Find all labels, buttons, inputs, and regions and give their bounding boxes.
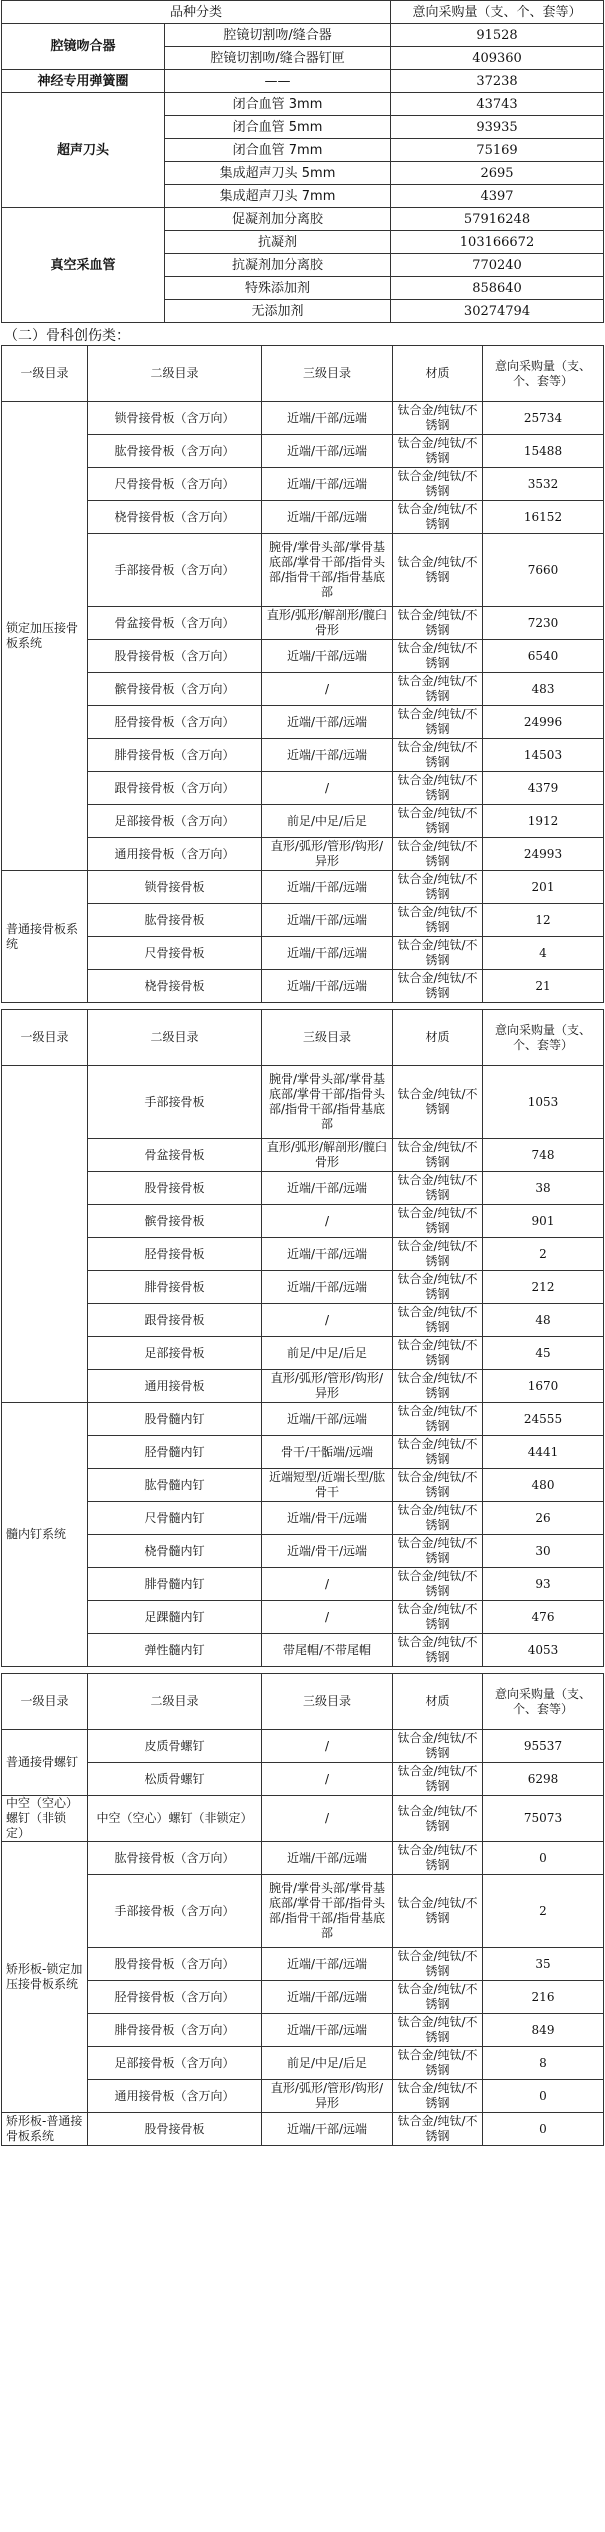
material-cell: 钛合金/纯钛/不锈钢 <box>393 904 483 937</box>
quantity-cell: 24996 <box>483 706 604 739</box>
table-row <box>2 1796 604 1842</box>
category-cell: 神经专用弹簧圈 <box>2 70 165 93</box>
table-row <box>2 1601 604 1634</box>
level2-cell: 胫骨接骨板 <box>88 1238 262 1271</box>
material-cell: 钛合金/纯钛/不锈钢 <box>393 805 483 838</box>
item-name-cell: 促凝剂加分离胶 <box>165 208 391 231</box>
table-row <box>2 1139 604 1172</box>
level2-cell: 腓骨接骨板（含万向） <box>88 739 262 772</box>
material-cell: 钛合金/纯钛/不锈钢 <box>393 1601 483 1634</box>
item-name-cell: 腔镜切割吻/缝合器钉匣 <box>165 47 391 70</box>
level2-cell: 足部接骨板（含万向） <box>88 2047 262 2080</box>
item-name-cell: 闭合血管 5mm <box>165 116 391 139</box>
product-category-table <box>1 0 604 323</box>
level3-cell: 直形/弧形/管形/钩形/异形 <box>262 1370 393 1403</box>
quantity-cell: 30 <box>483 1535 604 1568</box>
table-row <box>2 1763 604 1796</box>
quantity-cell: 12 <box>483 904 604 937</box>
table-header-row <box>2 1010 604 1066</box>
quantity-cell: 2 <box>483 1238 604 1271</box>
level2-cell: 手部接骨板（含万向） <box>88 534 262 607</box>
level3-cell: 骨干/干骺端/远端 <box>262 1436 393 1469</box>
level2-cell: 锁骨接骨板（含万向） <box>88 402 262 435</box>
quantity-cell: 93 <box>483 1568 604 1601</box>
quantity-cell: 216 <box>483 1981 604 2014</box>
level3-cell: 前足/中足/后足 <box>262 805 393 838</box>
quantity-cell: 35 <box>483 1948 604 1981</box>
quantity-cell: 2 <box>483 1875 604 1948</box>
level1-cell: 中空（空心）螺钉（非锁定） <box>2 1796 88 1842</box>
level3-cell: 近端/干部/远端 <box>262 1271 393 1304</box>
item-name-cell: 抗凝剂加分离胶 <box>165 254 391 277</box>
material-cell: 钛合金/纯钛/不锈钢 <box>393 1842 483 1875</box>
quantity-cell: 748 <box>483 1139 604 1172</box>
level2-cell: 桡骨接骨板 <box>88 970 262 1003</box>
quantity-cell: 103166672 <box>391 231 604 254</box>
table-row <box>2 640 604 673</box>
header-cell: 材质 <box>393 346 483 402</box>
level1-cell: 普通接骨螺钉 <box>2 1730 88 1796</box>
level3-cell: 近端/干部/远端 <box>262 402 393 435</box>
material-cell: 钛合金/纯钛/不锈钢 <box>393 1730 483 1763</box>
level3-cell: 近端/干部/远端 <box>262 1842 393 1875</box>
quantity-cell: 476 <box>483 1601 604 1634</box>
quantity-cell: 480 <box>483 1469 604 1502</box>
header-cell: 三级目录 <box>262 1674 393 1730</box>
table-row <box>2 1981 604 2014</box>
table-row <box>2 1205 604 1238</box>
table-row <box>2 1875 604 1948</box>
level3-cell: 近端/干部/远端 <box>262 1403 393 1436</box>
level2-cell: 腓骨接骨板（含万向） <box>88 2014 262 2047</box>
level3-cell: 近端/骨干/远端 <box>262 1535 393 1568</box>
material-cell: 钛合金/纯钛/不锈钢 <box>393 838 483 871</box>
level3-cell: 近端/干部/远端 <box>262 501 393 534</box>
material-cell: 钛合金/纯钛/不锈钢 <box>393 1337 483 1370</box>
category-cell: 真空采血管 <box>2 208 165 323</box>
header-cell: 意向采购量（支、个、套等） <box>391 1 604 24</box>
table-row <box>2 1634 604 1667</box>
quantity-cell: 3532 <box>483 468 604 501</box>
quantity-cell: 15488 <box>483 435 604 468</box>
level2-cell: 手部接骨板（含万向） <box>88 1875 262 1948</box>
level3-cell: 近端/干部/远端 <box>262 640 393 673</box>
quantity-cell: 4397 <box>391 185 604 208</box>
material-cell: 钛合金/纯钛/不锈钢 <box>393 468 483 501</box>
level2-cell: 尺骨髓内钉 <box>88 1502 262 1535</box>
item-name-cell: 集成超声刀头 7mm <box>165 185 391 208</box>
table-row <box>2 24 604 47</box>
quantity-cell: 14503 <box>483 739 604 772</box>
material-cell: 钛合金/纯钛/不锈钢 <box>393 1763 483 1796</box>
material-cell: 钛合金/纯钛/不锈钢 <box>393 435 483 468</box>
quantity-cell: 409360 <box>391 47 604 70</box>
table-row <box>2 501 604 534</box>
quantity-cell: 38 <box>483 1172 604 1205</box>
table-row <box>2 970 604 1003</box>
quantity-cell: 75169 <box>391 139 604 162</box>
material-cell: 钛合金/纯钛/不锈钢 <box>393 1981 483 2014</box>
level3-cell: 近端短型/近端长型/肱骨干 <box>262 1469 393 1502</box>
level2-cell: 胫骨接骨板（含万向） <box>88 1981 262 2014</box>
table-row <box>2 534 604 607</box>
header-cell: 二级目录 <box>88 346 262 402</box>
table-row <box>2 2047 604 2080</box>
material-cell: 钛合金/纯钛/不锈钢 <box>393 1139 483 1172</box>
header-cell: 二级目录 <box>88 1674 262 1730</box>
level1-cell: 锁定加压接骨板系统 <box>2 402 88 871</box>
table-row <box>2 1535 604 1568</box>
level3-cell: 近端/干部/远端 <box>262 706 393 739</box>
quantity-cell: 21 <box>483 970 604 1003</box>
level2-cell: 尺骨接骨板（含万向） <box>88 468 262 501</box>
item-name-cell: 闭合血管 7mm <box>165 139 391 162</box>
level2-cell: 手部接骨板 <box>88 1066 262 1139</box>
table-row <box>2 1337 604 1370</box>
table-row <box>2 772 604 805</box>
table-row <box>2 1172 604 1205</box>
level2-cell: 肱骨髓内钉 <box>88 1469 262 1502</box>
level3-cell: 近端/干部/远端 <box>262 1981 393 2014</box>
table-row <box>2 70 604 93</box>
material-cell: 钛合金/纯钛/不锈钢 <box>393 2047 483 2080</box>
material-cell: 钛合金/纯钛/不锈钢 <box>393 1875 483 1948</box>
level3-cell: 近端/干部/远端 <box>262 468 393 501</box>
level2-cell: 腓骨接骨板 <box>88 1271 262 1304</box>
level2-cell: 足部接骨板 <box>88 1337 262 1370</box>
quantity-cell: 212 <box>483 1271 604 1304</box>
table-row <box>2 871 604 904</box>
table-header-row <box>2 1 604 24</box>
quantity-cell: 4379 <box>483 772 604 805</box>
level2-cell: 股骨接骨板 <box>88 2113 262 2146</box>
level3-cell: 近端/干部/远端 <box>262 1238 393 1271</box>
level2-cell: 腓骨髓内钉 <box>88 1568 262 1601</box>
table-row <box>2 673 604 706</box>
table-row <box>2 1502 604 1535</box>
level3-cell: 近端/干部/远端 <box>262 1948 393 1981</box>
material-cell: 钛合金/纯钛/不锈钢 <box>393 871 483 904</box>
material-cell: 钛合金/纯钛/不锈钢 <box>393 640 483 673</box>
level3-cell: 直形/弧形/管形/钩形/异形 <box>262 2080 393 2113</box>
header-cell: 三级目录 <box>262 346 393 402</box>
table-row <box>2 435 604 468</box>
level2-cell: 肱骨接骨板（含万向） <box>88 435 262 468</box>
header-cell: 材质 <box>393 1010 483 1066</box>
material-cell: 钛合金/纯钛/不锈钢 <box>393 1436 483 1469</box>
level2-cell: 髌骨接骨板（含万向） <box>88 673 262 706</box>
header-cell: 二级目录 <box>88 1010 262 1066</box>
quantity-cell: 901 <box>483 1205 604 1238</box>
table-row <box>2 1842 604 1875</box>
material-cell: 钛合金/纯钛/不锈钢 <box>393 673 483 706</box>
level3-cell: 近端/干部/远端 <box>262 904 393 937</box>
item-name-cell: 集成超声刀头 5mm <box>165 162 391 185</box>
table-row <box>2 2113 604 2146</box>
quantity-cell: 75073 <box>483 1796 604 1842</box>
table-row <box>2 904 604 937</box>
material-cell: 钛合金/纯钛/不锈钢 <box>393 1066 483 1139</box>
level3-cell: 腕骨/掌骨头部/掌骨基底部/掌骨干部/指骨头部/指骨干部/指骨基底部 <box>262 1875 393 1948</box>
material-cell: 钛合金/纯钛/不锈钢 <box>393 607 483 640</box>
category-cell: 腔镜吻合器 <box>2 24 165 70</box>
header-cell: 意向采购量（支、个、套等） <box>483 1674 604 1730</box>
level3-cell: 近端/干部/远端 <box>262 2014 393 2047</box>
quantity-cell: 1912 <box>483 805 604 838</box>
level3-cell: / <box>262 1796 393 1842</box>
item-name-cell: 闭合血管 3mm <box>165 93 391 116</box>
quantity-cell: 48 <box>483 1304 604 1337</box>
level2-cell: 通用接骨板 <box>88 1370 262 1403</box>
orthopedic-screw-table <box>1 1673 604 2146</box>
level2-cell: 通用接骨板（含万向） <box>88 2080 262 2113</box>
quantity-cell: 201 <box>483 871 604 904</box>
category-cell: 超声刀头 <box>2 93 165 208</box>
table-row <box>2 1436 604 1469</box>
quantity-cell: 2695 <box>391 162 604 185</box>
quantity-cell: 7660 <box>483 534 604 607</box>
material-cell: 钛合金/纯钛/不锈钢 <box>393 1370 483 1403</box>
level3-cell: / <box>262 772 393 805</box>
quantity-cell: 26 <box>483 1502 604 1535</box>
quantity-cell: 0 <box>483 2080 604 2113</box>
table-row <box>2 937 604 970</box>
level1-cell: 矫形板-锁定加压接骨板系统 <box>2 1842 88 2113</box>
level2-cell: 足部接骨板（含万向） <box>88 805 262 838</box>
material-cell: 钛合金/纯钛/不锈钢 <box>393 1535 483 1568</box>
material-cell: 钛合金/纯钛/不锈钢 <box>393 1238 483 1271</box>
header-cell: 一级目录 <box>2 1674 88 1730</box>
level1-cell: 普通接骨板系统 <box>2 871 88 1003</box>
table-row <box>2 468 604 501</box>
table-row <box>2 1238 604 1271</box>
level2-cell: 胫骨接骨板（含万向） <box>88 706 262 739</box>
level2-cell: 桡骨髓内钉 <box>88 1535 262 1568</box>
table-row <box>2 2080 604 2113</box>
level2-cell: 肱骨接骨板 <box>88 904 262 937</box>
level3-cell: / <box>262 1568 393 1601</box>
table-row <box>2 1948 604 1981</box>
level3-cell: 直形/弧形/解剖形/髋臼骨形 <box>262 1139 393 1172</box>
level3-cell: 近端/干部/远端 <box>262 739 393 772</box>
material-cell: 钛合金/纯钛/不锈钢 <box>393 1205 483 1238</box>
quantity-cell: 7230 <box>483 607 604 640</box>
item-name-cell: 特殊添加剂 <box>165 277 391 300</box>
level2-cell: 髌骨接骨板 <box>88 1205 262 1238</box>
level3-cell: 直形/弧形/解剖形/髋臼骨形 <box>262 607 393 640</box>
material-cell: 钛合金/纯钛/不锈钢 <box>393 1796 483 1842</box>
level2-cell: 股骨接骨板（含万向） <box>88 640 262 673</box>
table-row <box>2 208 604 231</box>
quantity-cell: 24993 <box>483 838 604 871</box>
header-cell: 意向采购量（支、个、套等） <box>483 346 604 402</box>
material-cell: 钛合金/纯钛/不锈钢 <box>393 1568 483 1601</box>
level2-cell: 中空（空心）螺钉（非锁定） <box>88 1796 262 1842</box>
level2-cell: 股骨接骨板 <box>88 1172 262 1205</box>
quantity-cell: 0 <box>483 2113 604 2146</box>
level3-cell: 近端/干部/远端 <box>262 937 393 970</box>
header-cell: 三级目录 <box>262 1010 393 1066</box>
material-cell: 钛合金/纯钛/不锈钢 <box>393 501 483 534</box>
quantity-cell: 849 <box>483 2014 604 2047</box>
quantity-cell: 0 <box>483 1842 604 1875</box>
material-cell: 钛合金/纯钛/不锈钢 <box>393 402 483 435</box>
level3-cell: 近端/干部/远端 <box>262 970 393 1003</box>
quantity-cell: 43743 <box>391 93 604 116</box>
table-row <box>2 739 604 772</box>
quantity-cell: 1053 <box>483 1066 604 1139</box>
level3-cell: / <box>262 673 393 706</box>
material-cell: 钛合金/纯钛/不锈钢 <box>393 1403 483 1436</box>
table-row <box>2 1469 604 1502</box>
material-cell: 钛合金/纯钛/不锈钢 <box>393 534 483 607</box>
level3-cell: 前足/中足/后足 <box>262 2047 393 2080</box>
table-row <box>2 607 604 640</box>
level1-cell: 矫形板-普通接骨板系统 <box>2 2113 88 2146</box>
material-cell: 钛合金/纯钛/不锈钢 <box>393 1634 483 1667</box>
level2-cell: 股骨髓内钉 <box>88 1403 262 1436</box>
quantity-cell: 30274794 <box>391 300 604 323</box>
level2-cell: 尺骨接骨板 <box>88 937 262 970</box>
level2-cell: 骨盆接骨板 <box>88 1139 262 1172</box>
material-cell: 钛合金/纯钛/不锈钢 <box>393 2080 483 2113</box>
quantity-cell: 1670 <box>483 1370 604 1403</box>
level2-cell: 跟骨接骨板（含万向） <box>88 772 262 805</box>
level2-cell: 松质骨螺钉 <box>88 1763 262 1796</box>
table-row <box>2 1304 604 1337</box>
material-cell: 钛合金/纯钛/不锈钢 <box>393 2014 483 2047</box>
level2-cell: 通用接骨板（含万向） <box>88 838 262 871</box>
level2-cell: 足踝髓内钉 <box>88 1601 262 1634</box>
quantity-cell: 858640 <box>391 277 604 300</box>
level2-cell: 弹性髓内钉 <box>88 1634 262 1667</box>
quantity-cell: 25734 <box>483 402 604 435</box>
level3-cell: 近端/干部/远端 <box>262 871 393 904</box>
header-cell: 一级目录 <box>2 1010 88 1066</box>
level2-cell: 桡骨接骨板（含万向） <box>88 501 262 534</box>
material-cell: 钛合金/纯钛/不锈钢 <box>393 937 483 970</box>
quantity-cell: 93935 <box>391 116 604 139</box>
material-cell: 钛合金/纯钛/不锈钢 <box>393 1271 483 1304</box>
header-cell: 一级目录 <box>2 346 88 402</box>
material-cell: 钛合金/纯钛/不锈钢 <box>393 970 483 1003</box>
table-row <box>2 402 604 435</box>
level3-cell: 腕骨/掌骨头部/掌骨基底部/掌骨干部/指骨头部/指骨干部/指骨基底部 <box>262 1066 393 1139</box>
quantity-cell: 4441 <box>483 1436 604 1469</box>
quantity-cell: 6540 <box>483 640 604 673</box>
level3-cell: 腕骨/掌骨头部/掌骨基底部/掌骨干部/指骨头部/指骨干部/指骨基底部 <box>262 534 393 607</box>
header-cell: 意向采购量（支、个、套等） <box>483 1010 604 1066</box>
quantity-cell: 57916248 <box>391 208 604 231</box>
level3-cell: 前足/中足/后足 <box>262 1337 393 1370</box>
level3-cell: / <box>262 1205 393 1238</box>
level3-cell: 近端/骨干/远端 <box>262 1502 393 1535</box>
quantity-cell: 24555 <box>483 1403 604 1436</box>
level1-cell: 髓内钉系统 <box>2 1403 88 1667</box>
material-cell: 钛合金/纯钛/不锈钢 <box>393 1469 483 1502</box>
section-title-orthopedic-trauma: （二）骨科创伤类： <box>4 328 130 344</box>
quantity-cell: 16152 <box>483 501 604 534</box>
quantity-cell: 4 <box>483 937 604 970</box>
table-header-row <box>2 1674 604 1730</box>
level2-cell: 骨盆接骨板（含万向） <box>88 607 262 640</box>
level2-cell: 肱骨接骨板（含万向） <box>88 1842 262 1875</box>
table-row <box>2 1403 604 1436</box>
material-cell: 钛合金/纯钛/不锈钢 <box>393 1502 483 1535</box>
material-cell: 钛合金/纯钛/不锈钢 <box>393 2113 483 2146</box>
table-row <box>2 2014 604 2047</box>
level3-cell: 直形/弧形/管形/钩形/异形 <box>262 838 393 871</box>
material-cell: 钛合金/纯钛/不锈钢 <box>393 706 483 739</box>
material-cell: 钛合金/纯钛/不锈钢 <box>393 1304 483 1337</box>
table-row <box>2 1730 604 1763</box>
level3-cell: 近端/干部/远端 <box>262 1172 393 1205</box>
material-cell: 钛合金/纯钛/不锈钢 <box>393 772 483 805</box>
quantity-cell: 483 <box>483 673 604 706</box>
orthopedic-plate-table-2 <box>1 1009 604 1667</box>
table-row <box>2 1066 604 1139</box>
table-header-row <box>2 346 604 402</box>
quantity-cell: 8 <box>483 2047 604 2080</box>
header-cell: 品种分类 <box>2 1 391 24</box>
level2-cell: 皮质骨螺钉 <box>88 1730 262 1763</box>
level3-cell: 带尾帽/不带尾帽 <box>262 1634 393 1667</box>
table-row <box>2 1271 604 1304</box>
quantity-cell: 37238 <box>391 70 604 93</box>
table-row <box>2 838 604 871</box>
level3-cell: / <box>262 1763 393 1796</box>
level3-cell: 近端/干部/远端 <box>262 435 393 468</box>
quantity-cell: 91528 <box>391 24 604 47</box>
quantity-cell: 95537 <box>483 1730 604 1763</box>
level3-cell: / <box>262 1601 393 1634</box>
table-row <box>2 805 604 838</box>
table-row <box>2 1568 604 1601</box>
quantity-cell: 770240 <box>391 254 604 277</box>
material-cell: 钛合金/纯钛/不锈钢 <box>393 1172 483 1205</box>
header-cell: 材质 <box>393 1674 483 1730</box>
material-cell: 钛合金/纯钛/不锈钢 <box>393 1948 483 1981</box>
item-name-cell: 抗凝剂 <box>165 231 391 254</box>
level2-cell: 胫骨髓内钉 <box>88 1436 262 1469</box>
level3-cell: / <box>262 1304 393 1337</box>
item-name-cell: 腔镜切割吻/缝合器 <box>165 24 391 47</box>
material-cell: 钛合金/纯钛/不锈钢 <box>393 739 483 772</box>
quantity-cell: 45 <box>483 1337 604 1370</box>
quantity-cell: 4053 <box>483 1634 604 1667</box>
table-row <box>2 93 604 116</box>
table-row <box>2 706 604 739</box>
quantity-cell: 6298 <box>483 1763 604 1796</box>
level3-cell: 近端/干部/远端 <box>262 2113 393 2146</box>
level1-cell <box>2 1066 88 1403</box>
orthopedic-plate-table-1 <box>1 345 604 1003</box>
level3-cell: / <box>262 1730 393 1763</box>
level2-cell: 跟骨接骨板 <box>88 1304 262 1337</box>
item-name-cell: —— <box>165 70 391 93</box>
table-row <box>2 1370 604 1403</box>
item-name-cell: 无添加剂 <box>165 300 391 323</box>
level2-cell: 股骨接骨板（含万向） <box>88 1948 262 1981</box>
level2-cell: 锁骨接骨板 <box>88 871 262 904</box>
